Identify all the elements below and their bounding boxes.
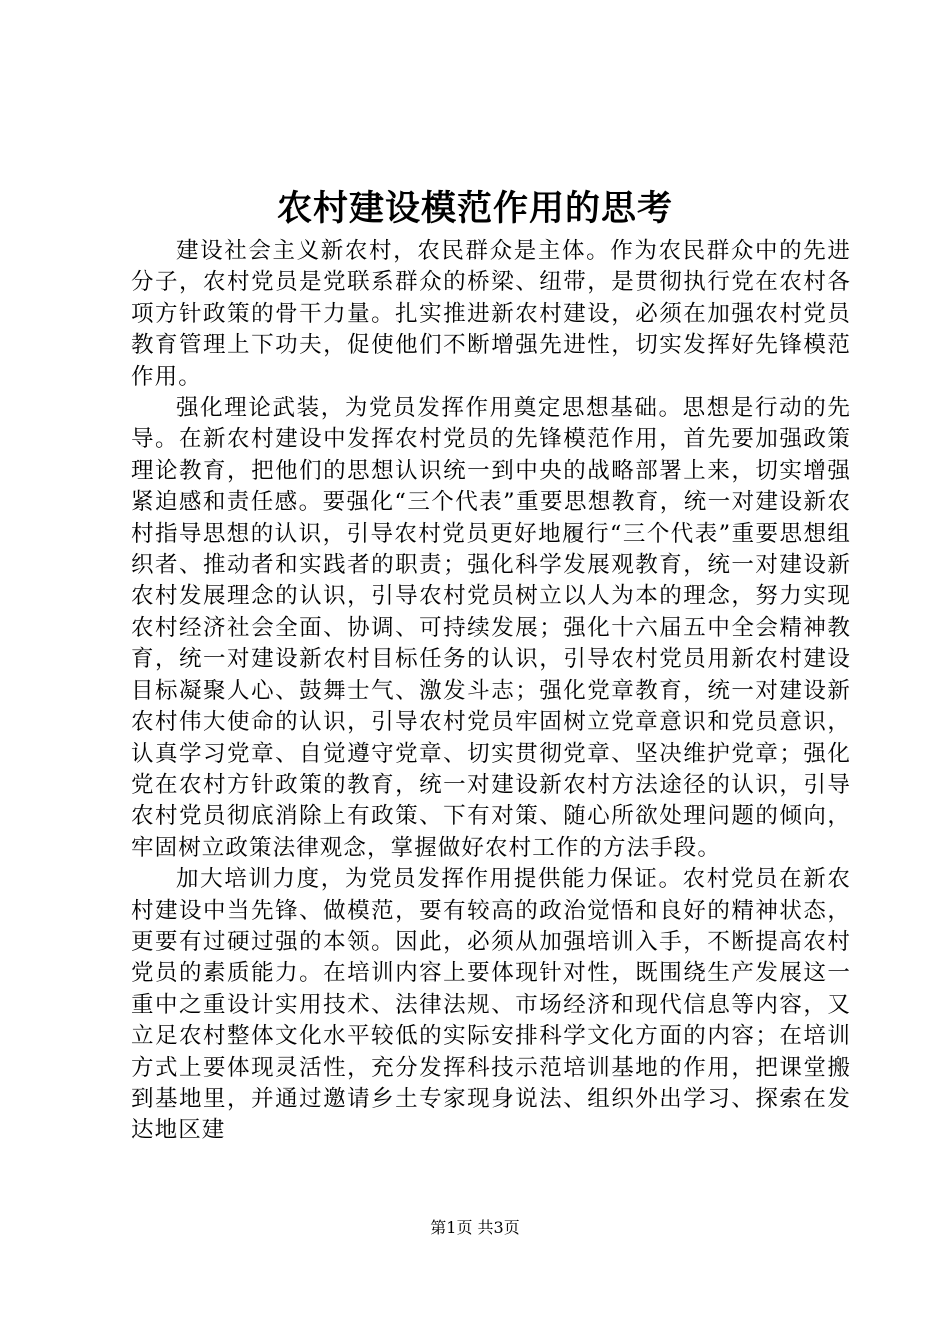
page-footer: 第1页 共3页 <box>430 1218 520 1237</box>
paragraph: 加大培训力度，为党员发挥作用提供能力保证。农村党员在新农村建设中当先锋、做模范，要有较高的政治觉悟和良好的精神状态，更要有过硬过强的本领。因此，必须从加强培训入手，不断提高农村党员的素质能力。在培训内容上要体现针对性，既围绕生产发展这一重中之重设计实用技术、法律法规、市场经济和现代信息等内容，又立足农村整体文化水平较低的实际安排科学文化方面的内容；在培训方式上要体现灵活性，充分发挥科技示范培训基地的作用，把课堂搬到基地里，并通过邀请乡土专家现身说法、组织外出学习、探索在发达地区建 <box>131 866 851 1144</box>
document-body <box>131 236 851 1147</box>
document-title: 农村建设模范作用的思考 <box>276 188 673 229</box>
paragraph: 强化理论武装，为党员发挥作用奠定思想基础。思想是行动的先导。在新农村建设中发挥农村党员的先锋模范作用，首先要加强政策理论教育，把他们的思想认识统一到中央的战略部署上来，切实增强紧迫感和责任感。要强化“三个代表”重要思想教育，统一对建设新农村指导思想的认识，引导农村党员更好地履行“三个代表”重要思想组织者、推动者和实践者的职责；强化科学发展观教育，统一对建设新农村发展理念的认识，引导农村党员树立以人为本的理念，努力实现农村经济社会全面、协调、可持续发展；强化十六届五中全会精神教育，统一对建设新农村目标任务的认识，引导农村党员用新农村建设目标凝聚人心、鼓舞士气、激发斗志；强化党章教育，统一对建设新农村伟大使命的认识，引导农村党员牢固树立党章意识和党员意识，认真学习党章、自觉遵守党章、切实贯彻党章、坚决维护党章；强化党在农村方针政策的教育，统一对建设新农村方法途径的认识，引导农村党员彻底消除上有政策、下有对策、随心所欲处理问题的倾向，牢固树立政策法律观念，掌握做好农村工作的方法手段。 <box>131 395 851 861</box>
paragraph: 建设社会主义新农村，农民群众是主体。作为农民群众中的先进分子，农村党员是党联系群众的桥梁、纽带，是贯彻执行党在农村各项方针政策的骨干力量。扎实推进新农村建设，必须在加强农村党员教育管理上下功夫，促使他们不断增强先进性，切实发挥好先锋模范作用。 <box>131 238 851 390</box>
